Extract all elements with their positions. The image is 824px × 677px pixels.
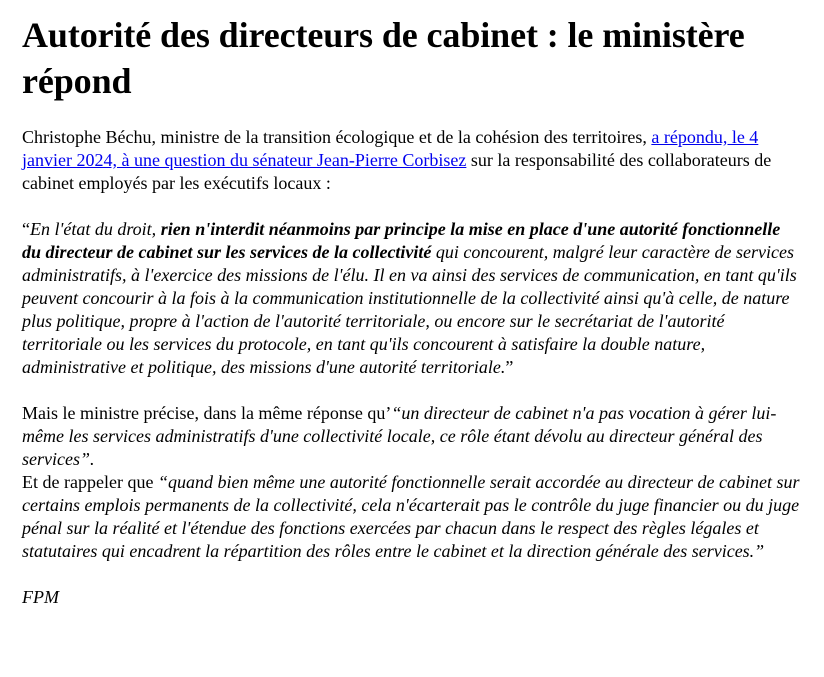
quote-emphasis: rien n'interdit néanmoins par principe la mise en place d'une autorité fonctionnelle du directeur de cabinet sur les services de la collectivité — [22, 219, 781, 262]
quote-lead: En l'état du droit, — [30, 219, 161, 239]
spacer — [22, 379, 802, 402]
article-title: Autorité des directeurs de cabinet : le ministère répond — [22, 15, 745, 101]
precision-paragraph — [22, 402, 802, 563]
quote-rest: qui concourent, malgré leur caractère de services administratifs, à l'exercice des missions de l'élu. Il en va ainsi des services de communication, en tant qu'ils peuvent concourir à la fois à la communication institutionnelle de la collectivité ainsi qu'à celle, de nature plus politique, propre à l'action de l'autorité territoriale, ou encore sur le secrétariat de l'autorité territoriale ou les services du protocole, en tant qu'ils concourent à satisfaire la double nature, administrative et politique, des missions d'une autorité territoriale. — [22, 242, 797, 377]
senate-question-link[interactable]: a répondu, le 4 janvier 2024, à une question du sénateur Jean-Pierre Corbisez — [22, 127, 759, 170]
intro-text-before-link: Christophe Béchu, ministre de la transition écologique et de la cohésion des territoires, — [22, 127, 652, 147]
reminder-lead: Et de rappeler que — [22, 472, 158, 492]
intro-text-after-link: sur la responsabilité des collaborateurs de cabinet employés par les exécutifs locaux : — [22, 150, 772, 193]
signature — [22, 586, 802, 609]
intro-paragraph — [22, 126, 802, 195]
quote-open-mark: “ — [22, 219, 30, 239]
spacer — [22, 195, 802, 218]
precision-lead: Mais le ministre précise, dans la même réponse qu’ — [22, 403, 392, 423]
precision-quote: “un directeur de cabinet n'a pas vocation à gérer lui-même les services administratifs d'une collectivité locale, ce rôle étant dévolu au directeur général des services”. — [22, 403, 777, 469]
quote-close-mark: ” — [505, 357, 514, 377]
minister-quote-paragraph — [22, 218, 802, 379]
signature-text: FPM — [22, 587, 59, 607]
spacer — [22, 563, 802, 586]
reminder-quote: “quand bien même une autorité fonctionnelle serait accordée au directeur de cabinet sur certains emplois permanents de la collectivité, cela n'écarterait pas le contrôle du juge financier ou du juge pénal sur la réalité et l'étendue des fonctions exercées par chacun dans le respect des règles légales et statutaires qui encadrent la répartition des rôles entre le cabinet et la direction générale des services.” — [22, 472, 800, 561]
